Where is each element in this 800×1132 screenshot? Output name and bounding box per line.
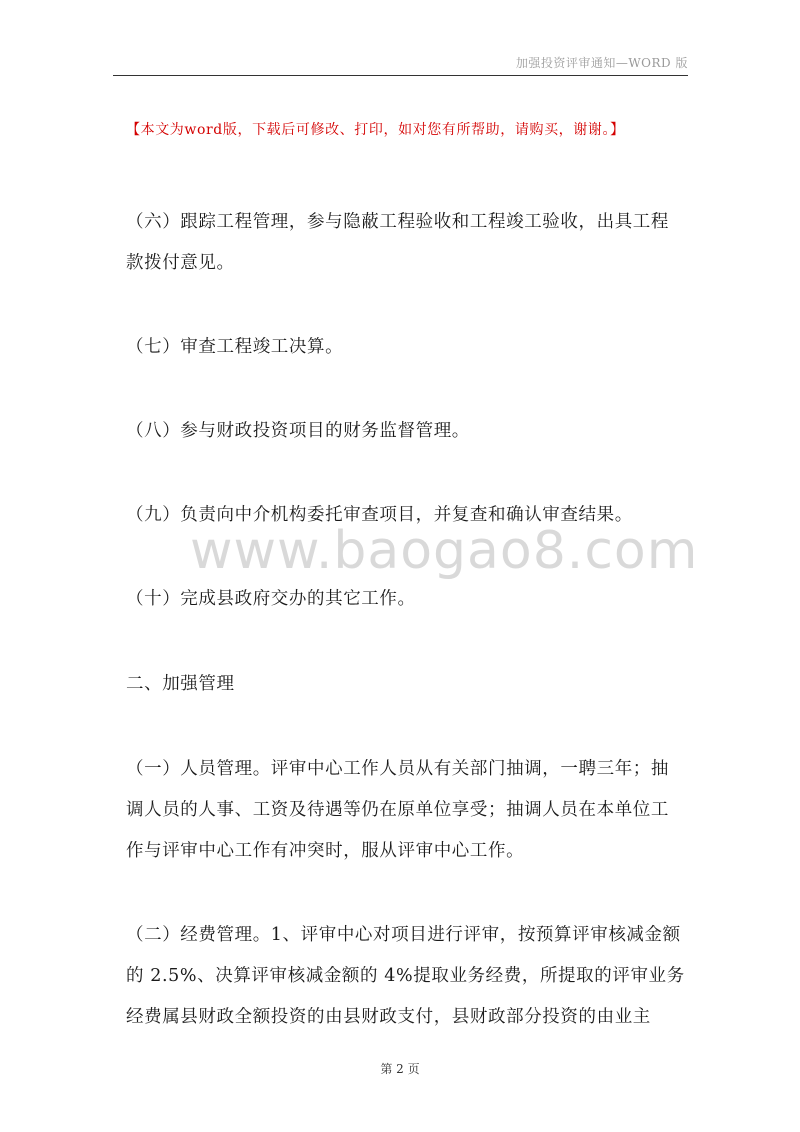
paragraph-item-6: （六）跟踪工程管理，参与隐蔽工程验收和工程竣工验收，出具工程款拨付意见。 xyxy=(126,212,669,273)
paragraph-personnel-management: （一）人员管理。评审中心工作人员从有关部门抽调，一聘三年；抽调人员的人事、工资及待遇等仍在原单位享受；抽调人员在本单位工作与评审中心工作有冲突时，服从评审中心工作。 xyxy=(126,759,669,861)
page-number: 第 2 页 xyxy=(380,1062,420,1076)
paragraph-item-8: （八）参与财政投资项目的财务监督管理。 xyxy=(126,421,470,441)
header-title: 加强投资评审通知—WORD 版 xyxy=(515,56,688,70)
paragraph-funding-management: （二）经费管理。1、评审中心对项目进行评审，按预算评审核减金额的 2.5%、决算评审核减金额的 4%提取业务经费，所提取的评审业务经费属县财政全额投资的由县财政支付，县财政部分投资的由业主 xyxy=(126,925,685,1027)
section-heading: 二、加强管理 xyxy=(126,674,235,694)
purchase-notice: 【本文为word版，下载后可修改、打印，如对您有所帮助，请购买，谢谢。】 xyxy=(126,122,625,138)
paragraph-item-7: （七）审查工程竣工决算。 xyxy=(126,337,344,357)
paragraph-item-9: （九）负责向中介机构委托审查项目，并复查和确认审查结果。 xyxy=(126,505,633,525)
watermark: www.baogao8.com xyxy=(190,521,699,581)
paragraph-item-10: （十）完成县政府交办的其它工作。 xyxy=(126,589,416,609)
header-divider xyxy=(113,75,688,76)
